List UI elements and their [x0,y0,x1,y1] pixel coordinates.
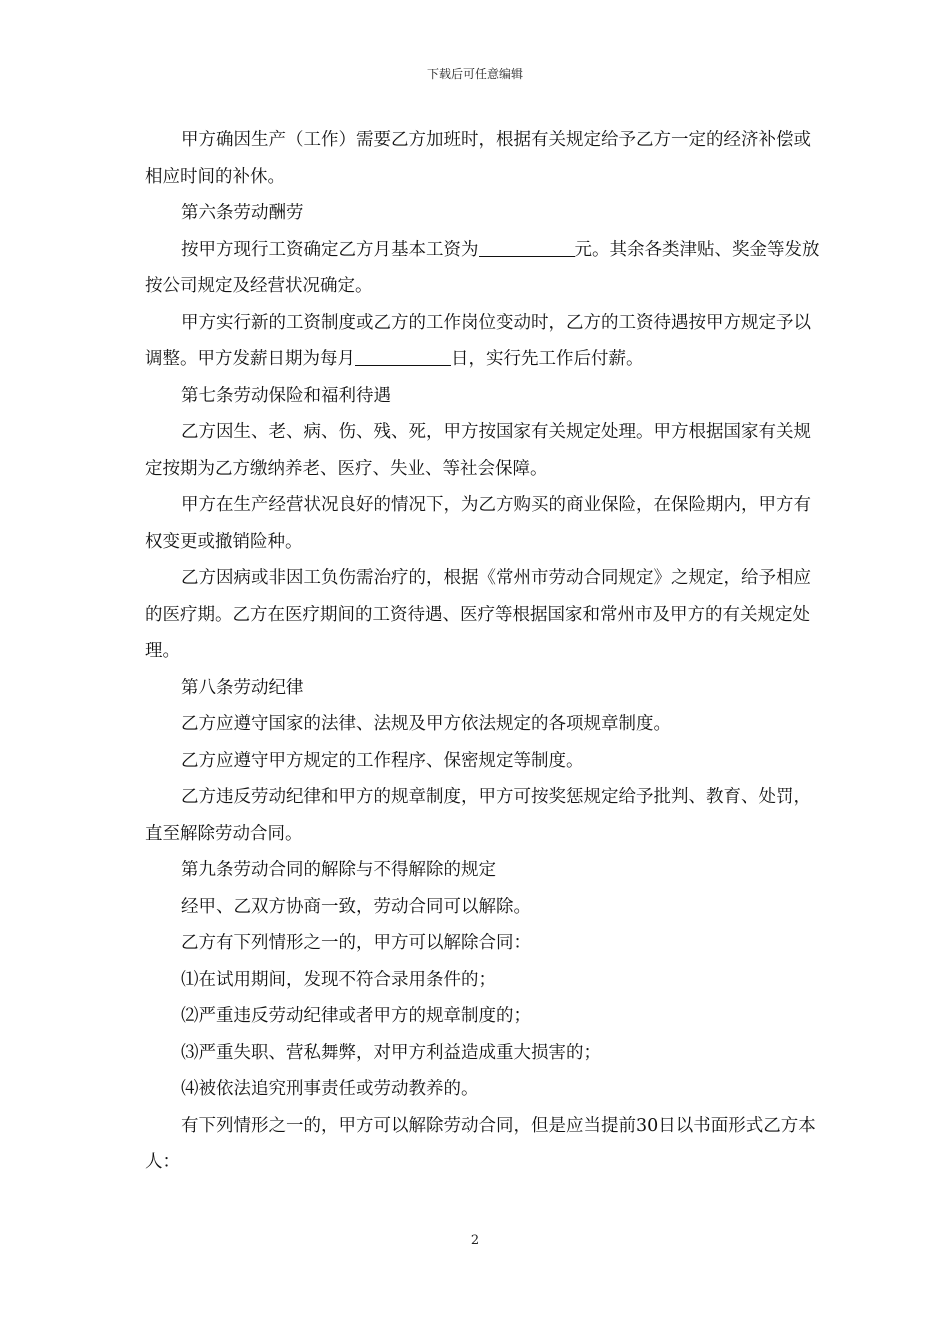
heading-article-9: 第九条劳动合同的解除与不得解除的规定 [181,860,496,880]
paragraph-discipline-violation: 乙方违反劳动纪律和甲方的规章制度，甲方可按奖惩规定给予批判、教育、处罚，直至解除劳动合同。 [145,787,811,844]
paragraph-base-salary [145,232,820,305]
list-item-1: ⑴在试用期间，发现不符合录用条件的； [181,969,496,990]
salary-blank [479,236,575,257]
page-number: 2 [470,1233,480,1248]
heading-article-7: 第七条劳动保险和福利待遇 [181,385,391,406]
paragraph-text: 按甲方现行工资确定乙方月基本工资为 [181,239,479,260]
paragraph-work-procedures: 乙方应遵守甲方规定的工作程序、保密规定等制度。 [181,750,584,771]
paragraph-text: 日，实行先工作后付薪。 [451,349,644,369]
document-body [145,122,820,1181]
paragraph-notice-termination: 有下列情形之一的，甲方可以解除劳动合同，但是应当提前30日以书面形式乙方本人： [145,1115,816,1172]
paragraph-social-security: 乙方因生、老、病、伤、残、死，甲方按国家有关规定处理。甲方根据国家有关规定按期为乙方缴纳养老、医疗、失业、等社会保障。 [145,422,811,479]
list-item-3: ⑶严重失职、营私舞弊，对甲方利益造成重大损害的； [181,1042,601,1063]
page-header: 下载后可任意编辑 [426,67,523,81]
paragraph-overtime: 甲方确因生产（工作）需要乙方加班时，根据有关规定给予乙方一定的经济补偿或相应时间的补休。 [145,130,811,187]
paragraph-text: 甲方实行新的工资制度或乙方的工作岗位变动时，乙方的工资待遇按甲方规定予以调整。甲方发薪日期为每月 [145,312,811,369]
paragraph-text: 元。其余各类津贴、奖金等发放按公司规定及经营状况确定。 [145,239,820,296]
paragraph-obey-laws: 乙方应遵守国家的法律、法规及甲方依法规定的各项规章制度。 [181,714,671,734]
paragraph-termination-conditions: 乙方有下列情形之一的，甲方可以解除合同： [181,933,531,953]
heading-article-6: 第六条劳动酬劳 [181,203,304,223]
pay-date-blank [355,345,451,366]
list-item-2: ⑵严重违反劳动纪律或者甲方的规章制度的； [181,1006,531,1026]
paragraph-pay-date [145,305,820,378]
heading-article-8: 第八条劳动纪律 [181,677,304,698]
list-item-4: ⑷被依法追究刑事责任或劳动教养的。 [181,1079,479,1099]
paragraph-mutual-termination: 经甲、乙双方协商一致，劳动合同可以解除。 [181,896,531,917]
paragraph-medical-period: 乙方因病或非因工负伤需治疗的，根据《常州市劳动合同规定》之规定，给予相应的医疗期。乙方在医疗期间的工资待遇、医疗等根据国家和常州市及甲方的有关规定处理。 [145,568,811,661]
paragraph-commercial-insurance: 甲方在生产经营状况良好的情况下，为乙方购买的商业保险，在保险期内，甲方有权变更或撤销险种。 [145,495,811,552]
